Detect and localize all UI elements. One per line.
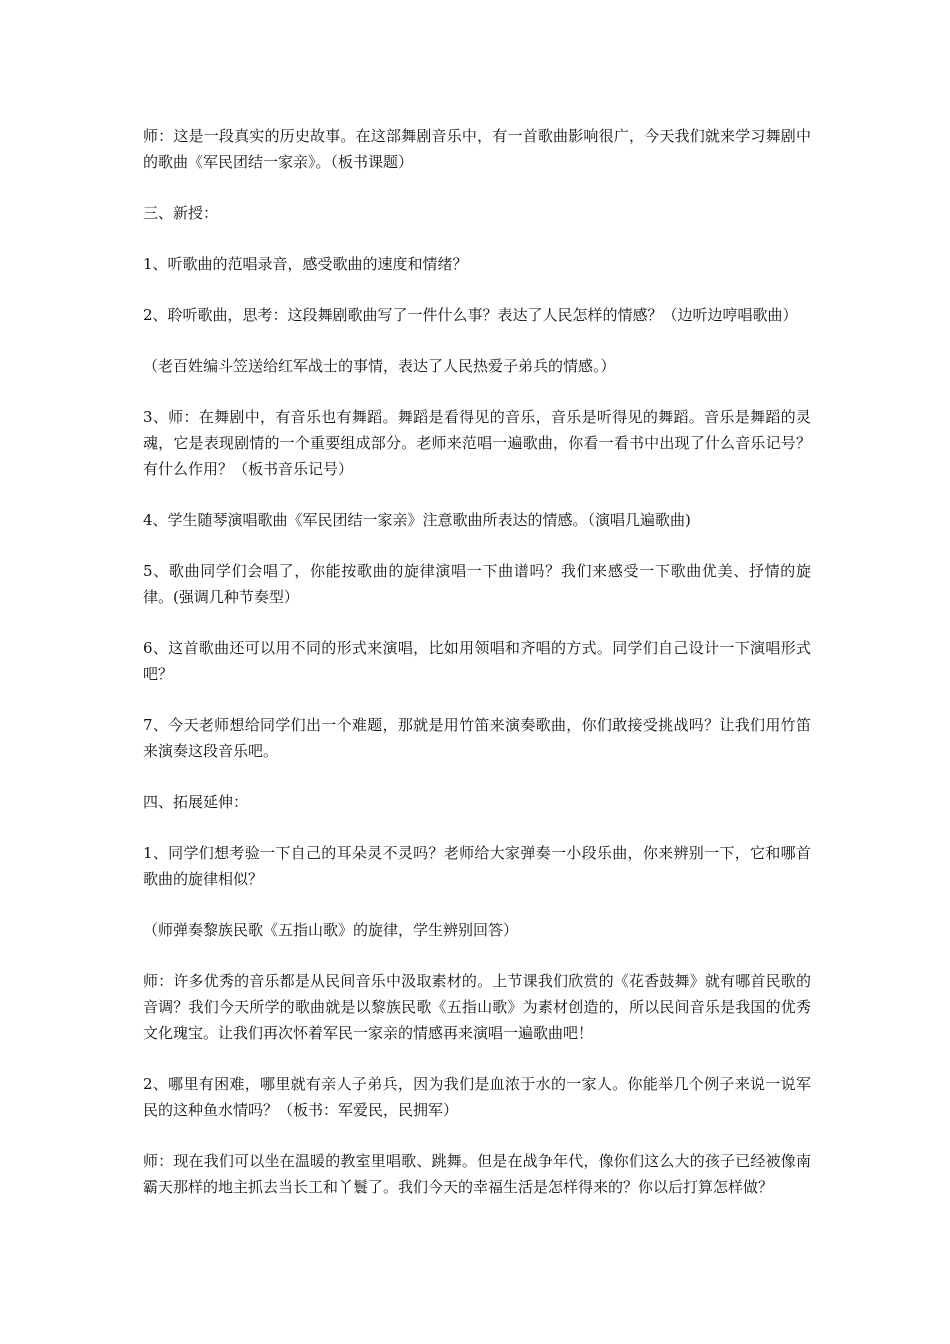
paragraph: 6、这首歌曲还可以用不同的形式来演唱，比如用领唱和齐唱的方式。同学们自己设计一下演唱形式吧？ [143,639,811,683]
paragraph: 4、学生随琴演唱歌曲《军民团结一家亲》注意歌曲所表达的情感。（演唱几遍歌曲) [143,511,691,529]
paragraph: 师：现在我们可以坐在温暖的教室里唱歌、跳舞。但是在战争年代，像你们这么大的孩子已经被像南霸天那样的地主抓去当长工和丫鬟了。我们今天的幸福生活是怎样得来的？你以后打算怎样做？ [143,1152,811,1196]
paragraph: 1、听歌曲的范唱录音，感受歌曲的速度和情绪？ [143,255,468,273]
paragraph: 1、同学们想考验一下自己的耳朵灵不灵吗？老师给大家弹奏一小段乐曲，你来辨别一下，它和哪首歌曲的旋律相似？ [143,844,811,888]
section-heading: 三、新授： [143,204,219,222]
paragraph: 2、哪里有困难，哪里就有亲人子弟兵，因为我们是血浓于水的一家人。你能举几个例子来说一说军民的这种鱼水情吗？（板书：军爱民，民拥军） [143,1075,811,1119]
paragraph: 师：这是一段真实的历史故事。在这部舞剧音乐中，有一首歌曲影响很广，今天我们就来学习舞剧中的歌曲《军民团结一家亲》。（板书课题） [143,127,811,171]
paragraph: 师：许多优秀的音乐都是从民间音乐中汲取素材的。上节课我们欣赏的《花香鼓舞》就有哪首民歌的音调？我们今天所学的歌曲就是以黎族民歌《五指山歌》为素材创造的，所以民间音乐是我国的优秀文化瑰宝。让我们再次怀着军民一家亲的情感再来演唱一遍歌曲吧！ [143,972,811,1042]
paragraph: 5、歌曲同学们会唱了，你能按歌曲的旋律演唱一下曲谱吗？我们来感受一下歌曲优美、抒情的旋律。(强调几种节奏型） [143,562,811,606]
paragraph: 7、今天老师想给同学们出一个难题，那就是用竹笛来演奏歌曲，你们敢接受挑战吗？让我们用竹笛来演奏这段音乐吧。 [143,716,811,760]
paragraph: 2、聆听歌曲，思考：这段舞剧歌曲写了一件什么事？表达了人民怎样的情感？（边听边哼唱歌曲） [143,306,798,324]
paragraph: 3、师：在舞剧中，有音乐也有舞蹈。舞蹈是看得见的音乐，音乐是听得见的舞蹈。音乐是舞蹈的灵魂，它是表现剧情的一个重要组成部分。老师来范唱一遍歌曲，你看一看书中出现了什么音乐记号？有什么作用？（板书音乐记号） [143,408,811,478]
paragraph: （师弹奏黎族民歌《五指山歌》的旋律，学生辨别回答） [143,921,519,939]
section-heading: 四、拓展延伸： [143,793,249,811]
document-body [143,123,811,1225]
paragraph: （老百姓编斗笠送给红军战士的事情，表达了人民热爱子弟兵的情感。） [143,357,616,375]
